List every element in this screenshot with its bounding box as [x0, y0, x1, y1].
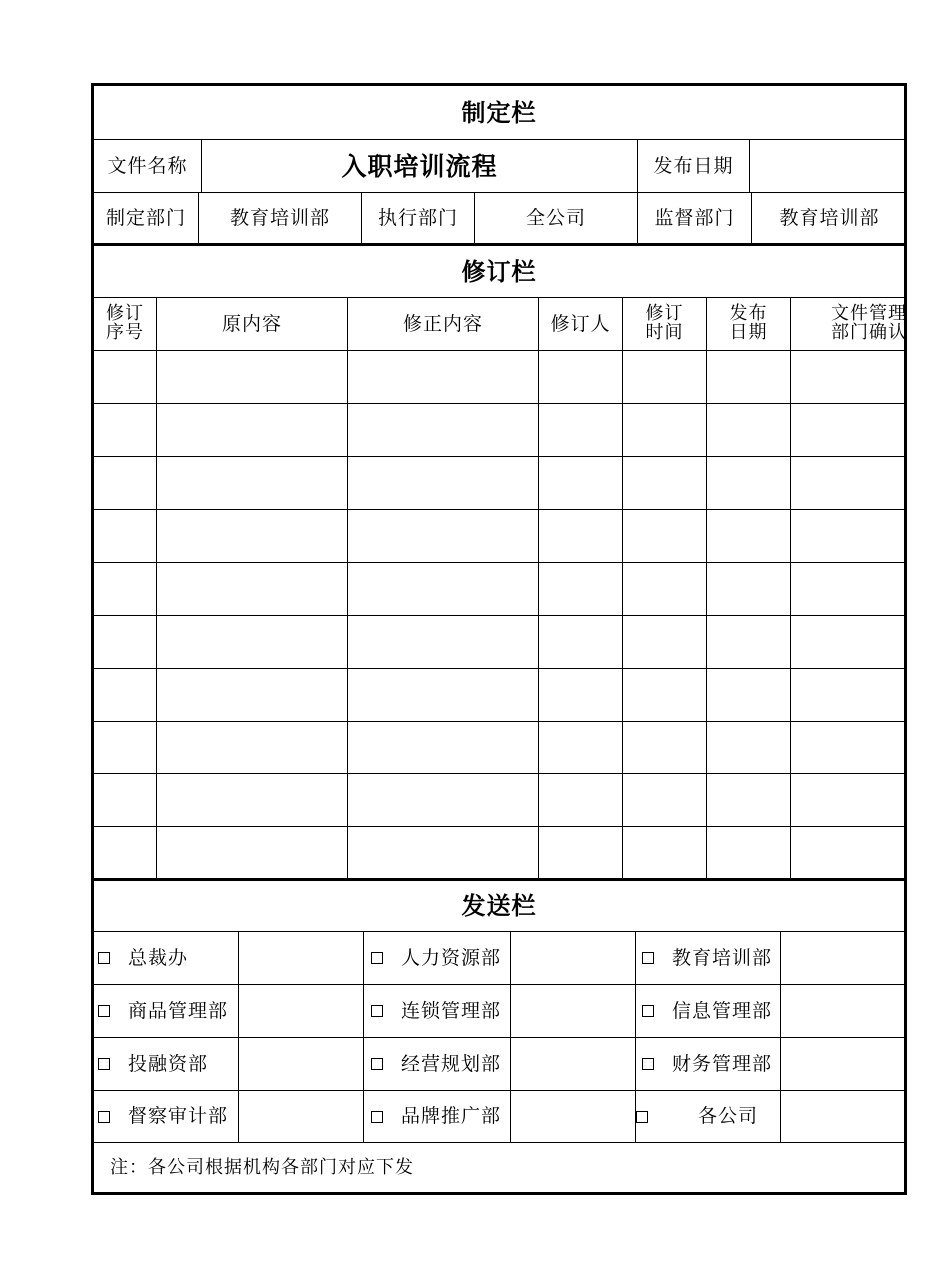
checkbox-icon[interactable]	[371, 952, 383, 964]
header-corrected: 修正内容	[402, 312, 483, 335]
dept-checkbox-planning[interactable]: 经营规划部	[371, 1038, 510, 1090]
dept-value: 教育培训部	[229, 207, 330, 229]
dept-checkbox-investment[interactable]: 投融资部	[98, 1038, 238, 1090]
checkbox-icon[interactable]	[642, 1005, 654, 1017]
header-reviser: 修订人	[550, 312, 611, 335]
header-seq: 修订 序号	[106, 303, 144, 343]
checkbox-icon[interactable]	[371, 1005, 383, 1017]
revision-section-title: 修订栏	[461, 257, 537, 286]
checkbox-icon[interactable]	[98, 1111, 110, 1123]
exec-label: 执行部门	[377, 207, 458, 229]
checkbox-icon[interactable]	[371, 1111, 383, 1123]
dept-checkbox-it[interactable]: 信息管理部	[642, 985, 780, 1037]
dept-checkbox-finance[interactable]: 财务管理部	[642, 1038, 780, 1090]
dept-checkbox-training[interactable]: 教育培训部	[642, 932, 780, 984]
revision-row[interactable]	[94, 827, 904, 878]
file-name-label: 文件名称	[107, 154, 188, 177]
dept-checkbox-branches[interactable]: 各公司	[636, 1091, 780, 1142]
revision-row[interactable]	[94, 616, 904, 668]
dept-checkbox-brand[interactable]: 品牌推广部	[371, 1091, 510, 1142]
dept-checkbox-chain[interactable]: 连锁管理部	[371, 985, 510, 1037]
revision-row[interactable]	[94, 563, 904, 615]
file-name-value: 入职培训流程	[341, 151, 498, 181]
header-original: 原内容	[221, 312, 282, 335]
make-section-title: 制定栏	[461, 98, 537, 127]
dept-checkbox-merchandise[interactable]: 商品管理部	[98, 985, 238, 1037]
checkbox-icon[interactable]	[98, 1058, 110, 1070]
revision-row[interactable]	[94, 457, 904, 509]
header-time: 修订 时间	[645, 303, 684, 343]
dept-label: 制定部门	[105, 207, 186, 229]
revision-row[interactable]	[94, 669, 904, 721]
checkbox-icon[interactable]	[642, 952, 654, 964]
form-sheet	[91, 83, 907, 1195]
checkbox-icon[interactable]	[98, 952, 110, 964]
supervise-value: 教育培训部	[779, 207, 880, 229]
revision-row[interactable]	[94, 774, 904, 826]
revision-row[interactable]	[94, 722, 904, 773]
exec-value: 全公司	[525, 207, 586, 229]
send-section-title: 发送栏	[461, 892, 537, 920]
dept-checkbox-audit[interactable]: 督察审计部	[98, 1091, 238, 1142]
checkbox-icon[interactable]	[98, 1005, 110, 1017]
checkbox-icon[interactable]	[642, 1058, 654, 1070]
checkbox-icon[interactable]	[371, 1058, 383, 1070]
revision-row[interactable]	[94, 510, 904, 562]
header-confirm: 文件管理 部门确认	[831, 303, 907, 343]
header-date: 发布 日期	[729, 303, 768, 343]
supervise-label: 监督部门	[654, 207, 735, 229]
release-date-label: 发布日期	[653, 154, 734, 177]
revision-row[interactable]	[94, 404, 904, 456]
revision-row[interactable]	[94, 351, 904, 403]
dept-checkbox-president-office[interactable]: 总裁办	[98, 932, 238, 984]
send-note: 注：各公司根据机构各部门对应下发	[110, 1157, 414, 1178]
release-date-value	[750, 140, 907, 192]
dept-checkbox-hr[interactable]: 人力资源部	[371, 932, 510, 984]
checkbox-icon[interactable]	[636, 1111, 648, 1123]
